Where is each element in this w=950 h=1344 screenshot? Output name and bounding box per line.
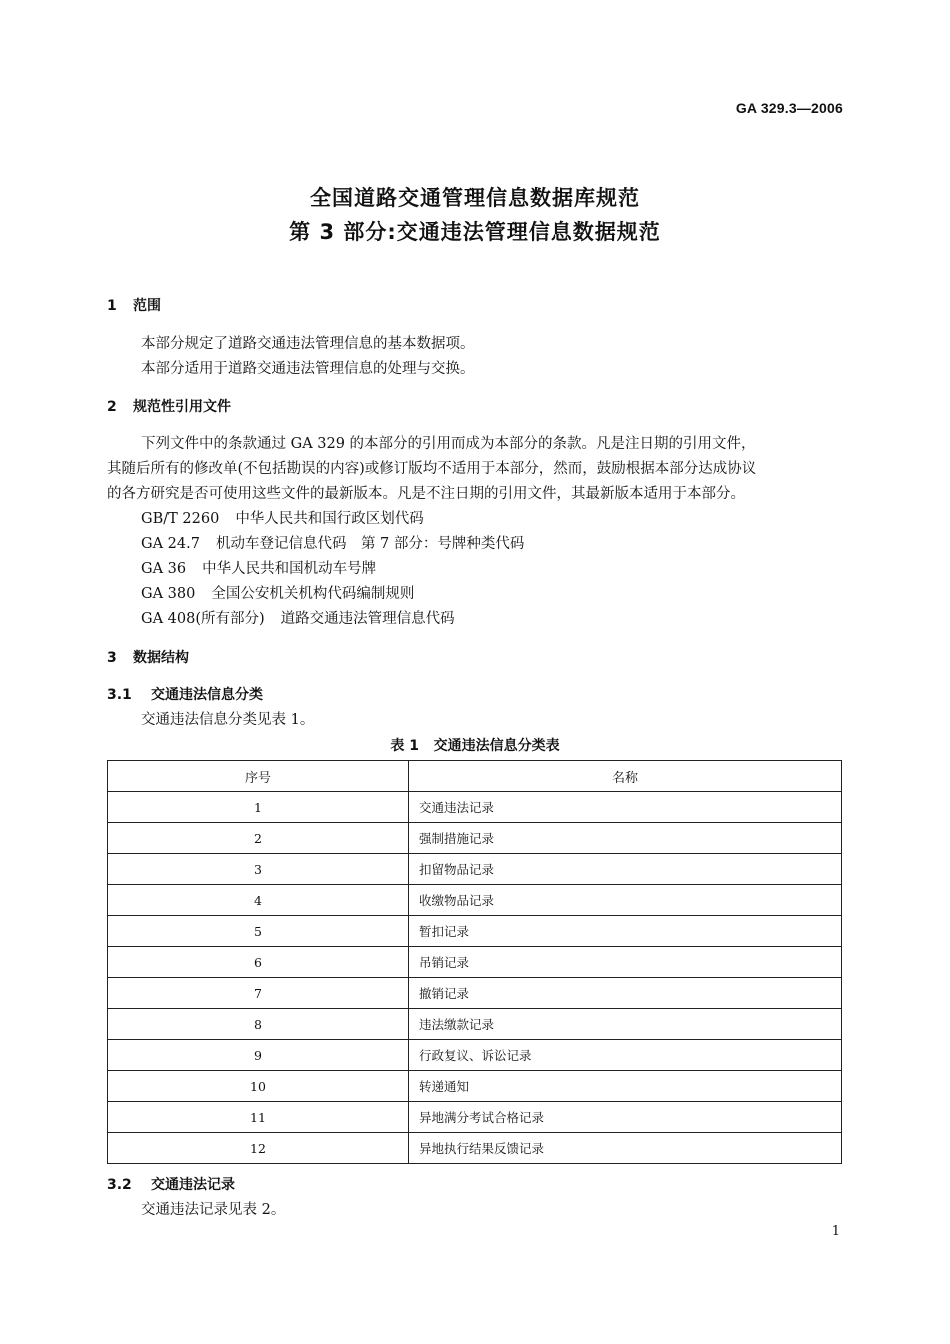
row-record-name: 异地执行结果反馈记录 [409, 1133, 842, 1164]
section-title: 数据结构 [133, 650, 189, 666]
normative-reference [141, 507, 424, 528]
table-row [108, 1071, 842, 1102]
row-record-name: 交通违法记录 [409, 792, 842, 823]
section-3-1-heading [107, 684, 263, 704]
section-1-heading [107, 295, 161, 315]
row-serial-number: 5 [108, 916, 409, 947]
table-row [108, 1133, 842, 1164]
page-number: 1 [831, 1224, 840, 1239]
document-title-line2: 第 3 部分:交通违法管理信息数据规范 [289, 220, 661, 244]
section-3-2-heading [107, 1174, 235, 1194]
subsection-title: 交通违法记录 [151, 1177, 235, 1193]
section-1-paragraph-2: 本部分适用于道路交通违法管理信息的处理与交换。 [141, 361, 475, 377]
header-serial-number: 序号 [108, 761, 409, 792]
classification-table [107, 760, 842, 1164]
row-record-name: 转递通知 [409, 1071, 842, 1102]
subsection-number: 3.1 [107, 687, 132, 703]
row-serial-number: 8 [108, 1009, 409, 1040]
row-record-name: 违法缴款记录 [409, 1009, 842, 1040]
table-row [108, 947, 842, 978]
section-1-paragraph-1: 本部分规定了道路交通违法管理信息的基本数据项。 [141, 336, 475, 352]
row-serial-number: 3 [108, 854, 409, 885]
row-record-name: 行政复议、诉讼记录 [409, 1040, 842, 1071]
reference-code: GA 24.7 [141, 536, 200, 552]
reference-code: GB/T 2260 [141, 511, 220, 527]
section-3-1-text: 交通违法信息分类见表 1。 [141, 712, 315, 728]
document-title-line1: 全国道路交通管理信息数据库规范 [310, 186, 640, 210]
normative-reference [141, 532, 524, 553]
table-row [108, 1102, 842, 1133]
standard-code: GA 329.3—2006 [735, 100, 843, 116]
section-number: 3 [107, 650, 117, 666]
table-header-row [108, 761, 842, 792]
section-title: 范围 [133, 298, 161, 314]
table-1-caption [0, 735, 950, 755]
reference-title: 道路交通违法管理信息代码 [280, 611, 455, 627]
table-row [108, 823, 842, 854]
subsection-title: 交通违法信息分类 [151, 687, 263, 703]
header-name: 名称 [409, 761, 842, 792]
row-serial-number: 2 [108, 823, 409, 854]
table-row [108, 854, 842, 885]
row-serial-number: 11 [108, 1102, 409, 1133]
table-row [108, 1040, 842, 1071]
row-record-name: 收缴物品记录 [409, 885, 842, 916]
section-number: 1 [107, 298, 117, 314]
section-2-intro-line1: 下列文件中的条款通过 GA 329 的本部分的引用而成为本部分的条款。凡是注日期的引用文件， [141, 436, 756, 452]
reference-code: GA 36 [141, 561, 187, 577]
table-row [108, 885, 842, 916]
row-serial-number: 4 [108, 885, 409, 916]
normative-reference [141, 607, 455, 628]
row-record-name: 暂扣记录 [409, 916, 842, 947]
table-row [108, 978, 842, 1009]
reference-code: GA 380 [141, 586, 196, 602]
row-serial-number: 1 [108, 792, 409, 823]
row-serial-number: 10 [108, 1071, 409, 1102]
table-label: 表 1 [390, 738, 419, 754]
row-serial-number: 12 [108, 1133, 409, 1164]
section-title: 规范性引用文件 [133, 399, 231, 415]
row-serial-number: 7 [108, 978, 409, 1009]
section-2-heading [107, 396, 231, 416]
reference-title: 机动车登记信息代码 第 7 部分：号牌种类代码 [215, 536, 525, 552]
reference-title: 中华人民共和国行政区划代码 [235, 511, 424, 527]
table-row [108, 792, 842, 823]
row-serial-number: 9 [108, 1040, 409, 1071]
section-3-heading [107, 647, 189, 667]
normative-reference [141, 582, 414, 603]
section-3-2-text: 交通违法记录见表 2。 [141, 1202, 286, 1218]
row-serial-number: 6 [108, 947, 409, 978]
row-record-name: 异地满分考试合格记录 [409, 1102, 842, 1133]
reference-title: 全国公安机关机构代码编制规则 [211, 586, 415, 602]
row-record-name: 撤销记录 [409, 978, 842, 1009]
reference-code: GA 408(所有部分) [141, 611, 265, 627]
row-record-name: 吊销记录 [409, 947, 842, 978]
row-record-name: 强制措施记录 [409, 823, 842, 854]
table-row [108, 1009, 842, 1040]
reference-title: 中华人民共和国机动车号牌 [202, 561, 377, 577]
table-row [108, 916, 842, 947]
subsection-number: 3.2 [107, 1177, 132, 1193]
section-number: 2 [107, 399, 117, 415]
table-title: 交通违法信息分类表 [433, 738, 560, 754]
row-record-name: 扣留物品记录 [409, 854, 842, 885]
section-2-intro-line2: 其随后所有的修改单(不包括勘误的内容)或修订版均不适用于本部分，然而，鼓励根据本部分达成协议 [107, 461, 757, 477]
normative-reference [141, 557, 376, 578]
section-2-intro-line3: 的各方研究是否可使用这些文件的最新版本。凡是不注日期的引用文件，其最新版本适用于本部分。 [107, 486, 745, 502]
